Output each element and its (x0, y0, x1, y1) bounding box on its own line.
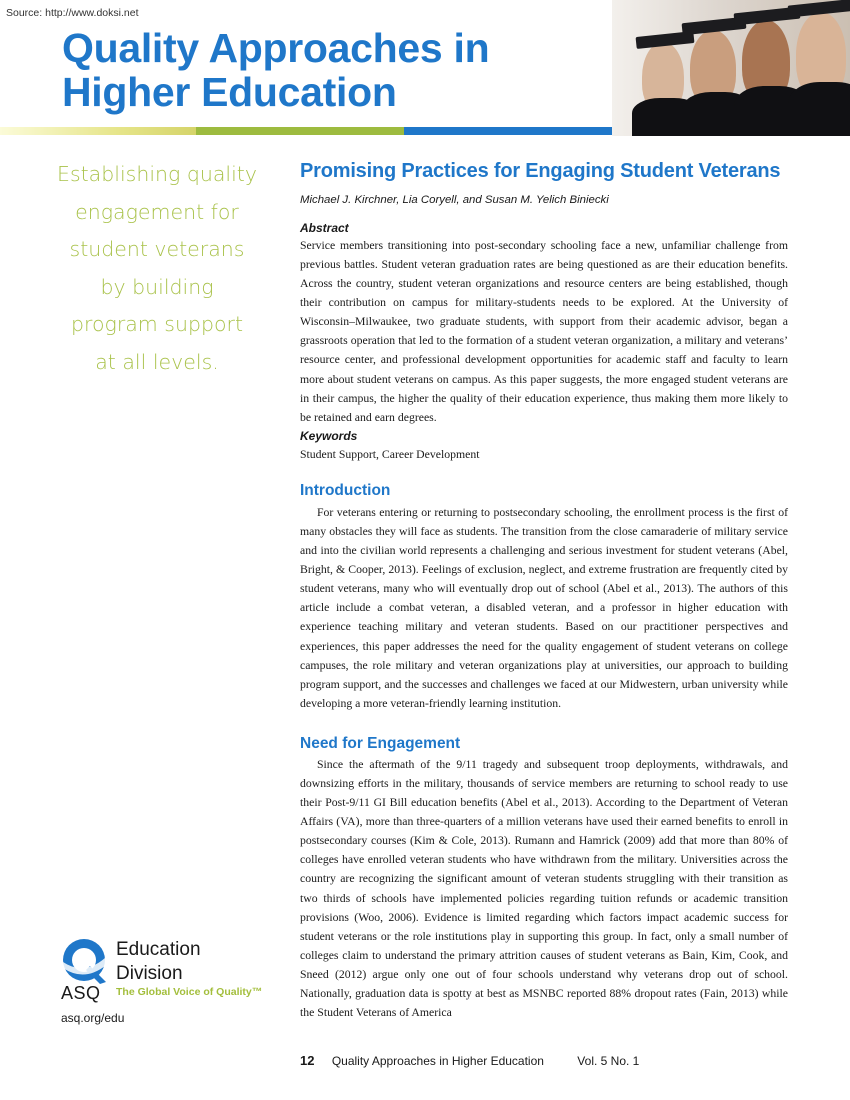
pull-quote-line: program support (70, 312, 244, 337)
journal-title-line-2: Higher Education (62, 69, 397, 115)
keywords-heading: Keywords (300, 429, 358, 443)
abstract-section (300, 221, 788, 427)
keywords-text: Student Support, Career Development (300, 448, 480, 461)
pull-quote-line: at all levels. (95, 349, 219, 374)
journal-title-line-1: Quality Approaches in (62, 25, 490, 71)
asq-tagline: The Global Voice of Quality™ (116, 986, 263, 998)
header-rule-green (196, 127, 404, 135)
need-for-engagement-section (300, 735, 788, 1022)
article-title: Promising Practices for Engaging Student Veterans (300, 160, 781, 182)
introduction-section (300, 482, 788, 713)
need-for-engagement-text: Since the aftermath of the 9/11 tragedy and subsequent troop deployments, withdrawals, and downsizing efforts in the military, thousands of service members are returning to school ready to use their Post-9/11 GI Bill education benefits (Abel et al., 2013). According to the Department of Veteran Affairs (VA), more than three-quarters of a million veterans have used their earned benefits to enroll in postsecondary courses (Kim & Cole, 2013). Rumann and Hamrick (2009) add that more than 80% of colleges have enrolled veteran students who have withdrawn from the military. Universities across the country are recognizing the significant amount of veteran students struggling with their transition as two thirds of schools have implemented policies regarding tuition refunds or academic transition provisions (Woo, 2006). Evidence is limited regarding which factors impact academic success for student veterans or the role institutions play in supporting this group. In fact, only a small number of colleges claim to understand the primary attrition causes of student veterans as Bain, Kim, Cook, and Sneed (2012) argue only one out of four schools understand why veterans drop out of school. Nationally, graduation data is spotty at best as MSNBC reported 88% dropout rates (Fain, 2013) while the Student Veterans of America (300, 758, 788, 1020)
introduction-text: For veterans entering or returning to postsecondary schooling, the enrollment process is the first of many obstacles they will face as students. The transition from the close camaraderie of military service and into the civilian world represents a challenging and serious investment for student veterans (Abel, Bright, & Cooper, 2013). Feelings of exclusion, neglect, and extreme frustration are frequently cited by student veterans, many who will eventually drop out of school (Abel et al., 2013). The authors of this article include a combat veteran, a disabled veteran, and a professor in higher education with experience teaching military and veteran students. Based on our practitioner perspectives and experiences, this paper addresses the need for the quality engagement of student veterans on college campuses, the role military and veteran organizations play at universities, our approach to building program support, and the successes and challenges we faced at our Midwestern, urban university while developing a more veteran-friendly learning institution. (300, 506, 788, 710)
page-number: 12 (300, 1053, 315, 1068)
asq-logo-icon (60, 936, 112, 988)
abstract-heading: Abstract (300, 221, 349, 235)
page-footer (300, 1053, 639, 1068)
graduates-photo (612, 0, 850, 136)
pull-quote-line: engagement for (75, 199, 239, 224)
header-rule-yellow (0, 127, 196, 135)
introduction-heading: Introduction (300, 482, 391, 499)
footer-journal: Quality Approaches in Higher Education (331, 1054, 544, 1068)
journal-title (62, 26, 489, 114)
source-note: Source: http://www.doksi.net (6, 7, 139, 19)
article-authors: Michael J. Kirchner, Lia Coryell, and Susan M. Yelich Biniecki (300, 194, 609, 206)
keywords-section (300, 429, 788, 464)
pull-quote-line: Establishing quality (57, 162, 257, 186)
need-for-engagement-heading: Need for Engagement (300, 735, 461, 752)
footer-volume: Vol. 5 No. 1 (577, 1054, 640, 1068)
asq-url: asq.org/edu (61, 1011, 125, 1025)
pull-quote-line: student veterans (69, 237, 245, 262)
education-division-label: Education Division (116, 939, 201, 984)
header-rule-blue (404, 127, 612, 135)
pull-quote-line: by building (100, 274, 214, 299)
asq-wordmark: ASQ (61, 983, 101, 1003)
abstract-text: Service members transitioning into post-secondary schooling face a new, unfamiliar challenge from previous battles. Student veteran graduation rates are being questioned as are their education benefits. Across the country, student veteran organizations and resource centers are being established, though their contribution on campus for military-students needs to be explored. At the University of Wisconsin–Milwaukee, two graduate students, with support from their academic advisor, began a grassroots operation that led to the formation of a student veteran organization, a military and veterans’ resource center, and professional development opportunities for academic staff and faculty to learn more about student veterans on campus. As this paper suggests, the more engaged student veterans are in their campus, the higher the quality of their education experience, thus making them more likely to be retained and earn degrees. (300, 239, 788, 424)
pull-quote (40, 156, 274, 382)
